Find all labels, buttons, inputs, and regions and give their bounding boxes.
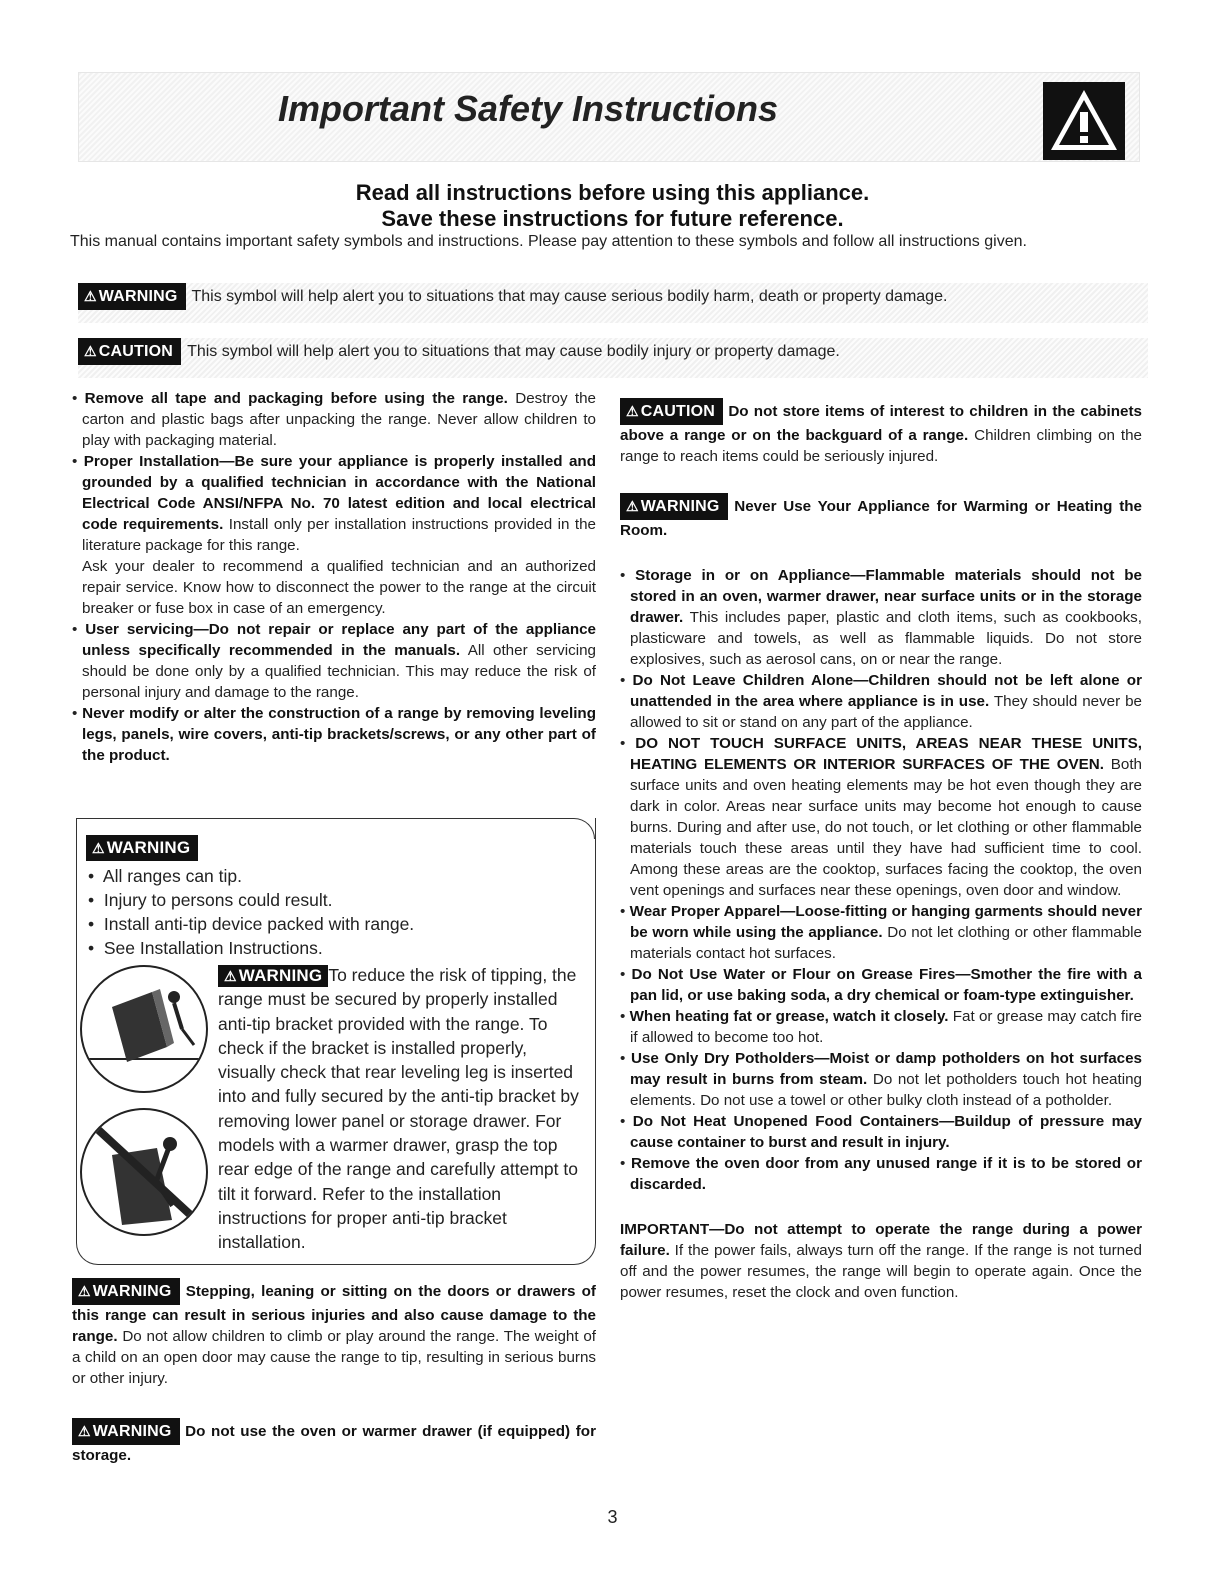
caution-paragraph: ⚠ CAUTION Do not store items of interest to children in the cabinets above a range or on the backguard of a range. Children climbing on the range to reach items could be seriously injured. bbox=[620, 398, 1142, 467]
list-item: • Injury to persons could result. bbox=[88, 890, 333, 910]
list-item: • Remove all tape and packaging before using the range. Destroy the carton and plastic bags after unpacking the range. Never allow children to play with packaging material. bbox=[72, 390, 596, 449]
list-item-extra: Ask your dealer to recommend a qualified technician and an authorized repair service. Know how to disconnect the power to the range at the circuit breaker or fuse box in case of an emergency. bbox=[82, 558, 596, 617]
warning-symbol-text: This symbol will help alert you to situations that may cause serious bodily harm, death or property damage. bbox=[191, 288, 948, 305]
list-item: • Do Not Use Water or Flour on Grease Fires—Smother the fire with a pan lid, or use baking soda, a dry chemical or foam-type extinguisher. bbox=[620, 966, 1142, 1004]
important-paragraph: IMPORTANT—Do not attempt to operate the range during a power failure. If the power fails, always turn off the range. If the range is not turned off and the power resumes, the range will begin to operate again. Once the power resumes, reset the clock and oven function. bbox=[620, 1221, 1142, 1301]
alert-icon: ⚠ bbox=[626, 498, 639, 514]
warming-warning: ⚠ WARNING Never Use Your Appliance for Warming or Heating the Room. bbox=[620, 493, 1142, 541]
left-column bbox=[72, 388, 596, 766]
intro-text: This manual contains important safety symbols and instructions. Please pay attention to these symbols and follow all instructions given. bbox=[70, 233, 1027, 250]
list-item: • Do Not Heat Unopened Food Containers—Buildup of pressure may cause container to burst and result in injury. bbox=[620, 1113, 1142, 1151]
list-item: • Use Only Dry Potholders—Moist or damp potholders on hot surfaces may result in burns from steam. Do not let potholders touch hot heating elements. Do not use a towel or other bulky cloth instead of a potholder. bbox=[620, 1050, 1142, 1109]
warning-triangle-icon bbox=[1043, 82, 1125, 160]
list-item: • Remove the oven door from any unused range if it is to be stored or discarded. bbox=[620, 1155, 1142, 1193]
page-title: Important Safety Instructions bbox=[277, 88, 779, 129]
list-item: • Install anti-tip device packed with range. bbox=[88, 914, 415, 934]
alert-icon: ⚠ bbox=[224, 968, 237, 984]
warning-symbol-row bbox=[78, 283, 1148, 323]
anti-tip-warning-text: ⚠ WARNING To reduce the risk of tipping, the range must be secured by properly installed anti-tip bracket provided with the range. To check if the bracket is installed properly, visually check that rear leveling leg is inserted into and fully secured by the anti-tip bracket by removing lower panel or storage drawer. For models with a warmer drawer, grasp the top rear edge of the range and carefully attempt to tilt it forward. Refer to the installation instructions for proper anti-tip bracket installation. bbox=[218, 965, 579, 1253]
list-item: • Storage in or on Appliance—Flammable materials should not be stored in an oven, warmer drawer, near surface units or in the storage drawer. This includes paper, plastic and cloth items, such as cookbooks, plasticware and towels, as well as flammable liquids. Do not store explosives, such as aerosol cans, on or near the range. bbox=[620, 567, 1142, 668]
subheading-line1: Read all instructions before using this appliance. bbox=[355, 180, 870, 205]
right-column bbox=[620, 398, 1142, 1303]
storage-warning: ⚠ WARNING Do not use the oven or warmer drawer (if equipped) for storage. bbox=[72, 1418, 596, 1466]
warnbox-tag: ⚠ WARNING bbox=[86, 835, 198, 861]
alert-icon: ⚠ bbox=[626, 403, 639, 419]
list-item: • Never modify or alter the construction of a range by removing leveling legs, panels, wire covers, anti-tip brackets/screws, or any other part of the product. bbox=[72, 705, 596, 764]
list-item: • All ranges can tip. bbox=[88, 866, 242, 886]
list-item: • When heating fat or grease, watch it closely. Fat or grease may catch fire if allowed to become too hot. bbox=[620, 1008, 1143, 1046]
alert-icon: ⚠ bbox=[84, 343, 97, 359]
range-tipping-illustration bbox=[80, 965, 208, 1093]
caution-symbol-row bbox=[78, 338, 1148, 378]
list-item: • Do Not Leave Children Alone—Children should not be left alone or unattended in the area where appliance is in use. They should never be allowed to sit or stand on any part of the appliance. bbox=[620, 672, 1142, 731]
no-climbing-illustration bbox=[80, 1108, 208, 1236]
alert-icon: ⚠ bbox=[84, 288, 97, 304]
list-item: • See Installation Instructions. bbox=[88, 938, 323, 958]
warning-tag: ⚠ WARNING bbox=[78, 283, 186, 310]
subheading-line2: Save these instructions for future reference. bbox=[381, 206, 844, 231]
page-number: 3 bbox=[607, 1507, 618, 1527]
alert-icon: ⚠ bbox=[78, 1283, 91, 1299]
caution-symbol-text: This symbol will help alert you to situations that may cause bodily injury or property damage. bbox=[187, 343, 840, 360]
alert-icon: ⚠ bbox=[92, 840, 105, 856]
warnbox-list bbox=[88, 864, 414, 960]
list-item: • User servicing—Do not repair or replace any part of the appliance unless specifically recommended in the manuals. All other servicing should be done only by a qualified technician. This may reduce the risk of personal injury and damage to the range. bbox=[72, 621, 596, 701]
stepping-warning: ⚠ WARNING Stepping, leaning or sitting on the doors or drawers of this range can result in serious injuries and also cause damage to the range. Do not allow children to climb or play around the range. The weight of a child on an open door may cause the range to tip, resulting in serious burns or other injury. bbox=[72, 1278, 596, 1389]
list-item: • Wear Proper Apparel—Loose-fitting or hanging garments should never be worn while using the appliance. Do not let clothing or other flammable materials contact hot surfaces. bbox=[620, 903, 1142, 962]
list-item: • DO NOT TOUCH SURFACE UNITS, AREAS NEAR THESE UNITS, HEATING ELEMENTS OR INTERIOR SURFACES OF THE OVEN. Both surface units and oven heating elements may be hot even though they are dark in color. Areas near surface units may become hot enough to cause burns. During and after use, do not touch, or let clothing or other flammable materials touch these areas until they have had sufficient time to cool. Among these areas are the cooktop, surfaces facing the cooktop, the oven vent openings and surfaces near these openings, oven door and window. bbox=[620, 735, 1143, 899]
caution-tag: ⚠ CAUTION bbox=[78, 338, 181, 365]
list-item: • Proper Installation—Be sure your appliance is properly installed and grounded by a qualified technician in accordance with the National Electrical Code ANSI/NFPA No. 70 latest edition and local electrical code requirements. Install only per installation instructions provided in the literature package for this range. bbox=[72, 453, 597, 554]
alert-icon: ⚠ bbox=[78, 1423, 91, 1439]
